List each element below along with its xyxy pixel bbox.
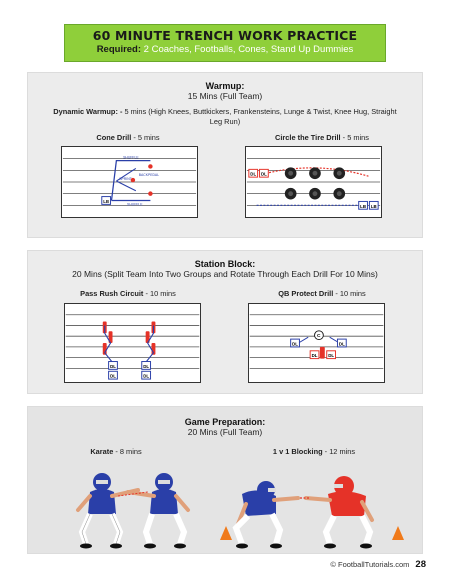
page-footer xyxy=(330,559,426,570)
blocking-player-blue xyxy=(236,481,298,549)
qb-protect-label: QB Protect Drill - 10 mins xyxy=(278,289,366,298)
pass-rush-dl-3: DL xyxy=(143,363,150,369)
game-prep-title: Game Preparation: xyxy=(184,417,266,427)
dynamic-text: 5 mins (High Knees, Buttkickers, Frankensteins, Lunge & Twist, Knee Hug, Straight Leg Run) xyxy=(122,107,397,126)
pass-rush-dl-2: DL xyxy=(110,373,116,379)
game-prep-section xyxy=(27,406,423,554)
tire-player-dl-2: DL xyxy=(261,171,267,177)
cone-left xyxy=(220,526,232,540)
dynamic-warmup xyxy=(28,107,422,126)
karate-player-right xyxy=(128,473,188,549)
pass-rush-dl-1: DL xyxy=(110,363,116,369)
qb-protect-diagram xyxy=(248,303,385,383)
cone-right xyxy=(392,526,404,540)
cone-drill-diagram xyxy=(61,146,198,218)
pass-rush-diagram xyxy=(64,303,201,383)
qb-protect-dl-2: DL xyxy=(338,341,345,347)
karate-label: Karate - 8 mins xyxy=(90,447,142,456)
cone-label-sprint: SPRINT xyxy=(119,177,132,182)
blocking-player-red xyxy=(306,476,372,549)
station-title: Station Block: xyxy=(194,259,256,269)
station-duration: 20 Mins (Split Team Into Two Groups and Rotate Through Each Drill For 10 Mins) xyxy=(72,269,378,279)
qb-protect-dl-1: DL xyxy=(292,341,298,347)
qb-protect-dl-3: DL xyxy=(311,353,318,359)
tire-player-lb-2: LB xyxy=(370,203,377,209)
tire-player-lb-1: LB xyxy=(360,203,366,209)
qb-protect-center: C xyxy=(316,334,321,340)
required-text: 2 Coaches, Footballs, Cones, Stand Up Dummies xyxy=(141,44,354,55)
required-label: Required: xyxy=(96,44,142,55)
cone-player-lb: LB xyxy=(103,198,110,204)
warmup-duration: 15 Mins (Full Team) xyxy=(187,91,263,101)
warmup-section xyxy=(27,72,423,238)
required-line xyxy=(65,44,385,55)
cone-label-shuffle-bottom: SHUFFLE xyxy=(127,202,143,207)
copyright: © FootballTutorials.com xyxy=(330,560,410,569)
tire-player-dl-1: DL xyxy=(250,171,257,177)
warmup-title: Warmup: xyxy=(205,81,245,91)
cone-label-backpedal: BACKPEDAL xyxy=(138,173,160,178)
page-number: 28 xyxy=(415,559,426,570)
page-title: 60 MINUTE TRENCH WORK PRACTICE xyxy=(92,28,358,43)
qb-protect-dl-4: DL xyxy=(328,353,335,359)
pass-rush-label: Pass Rush Circuit - 10 mins xyxy=(80,289,176,298)
cone-label-shuffle-top: SHUFFLE xyxy=(123,155,139,160)
tire-drill-label: Circle the Tire Drill - 5 mins xyxy=(275,133,369,142)
cone-drill-label: Cone Drill - 5 mins xyxy=(96,133,160,142)
title-banner xyxy=(64,24,386,62)
blocking-illustration xyxy=(206,462,416,552)
dynamic-label: Dynamic Warmup: - xyxy=(53,107,123,116)
tire-drill-diagram xyxy=(245,146,382,218)
pass-rush-dl-4: DL xyxy=(143,373,150,379)
karate-illustration xyxy=(68,462,198,550)
blocking-label: 1 v 1 Blocking - 12 mins xyxy=(272,447,356,456)
station-section xyxy=(27,250,423,394)
game-prep-duration: 20 Mins (Full Team) xyxy=(187,427,263,437)
karate-player-left xyxy=(78,473,138,549)
